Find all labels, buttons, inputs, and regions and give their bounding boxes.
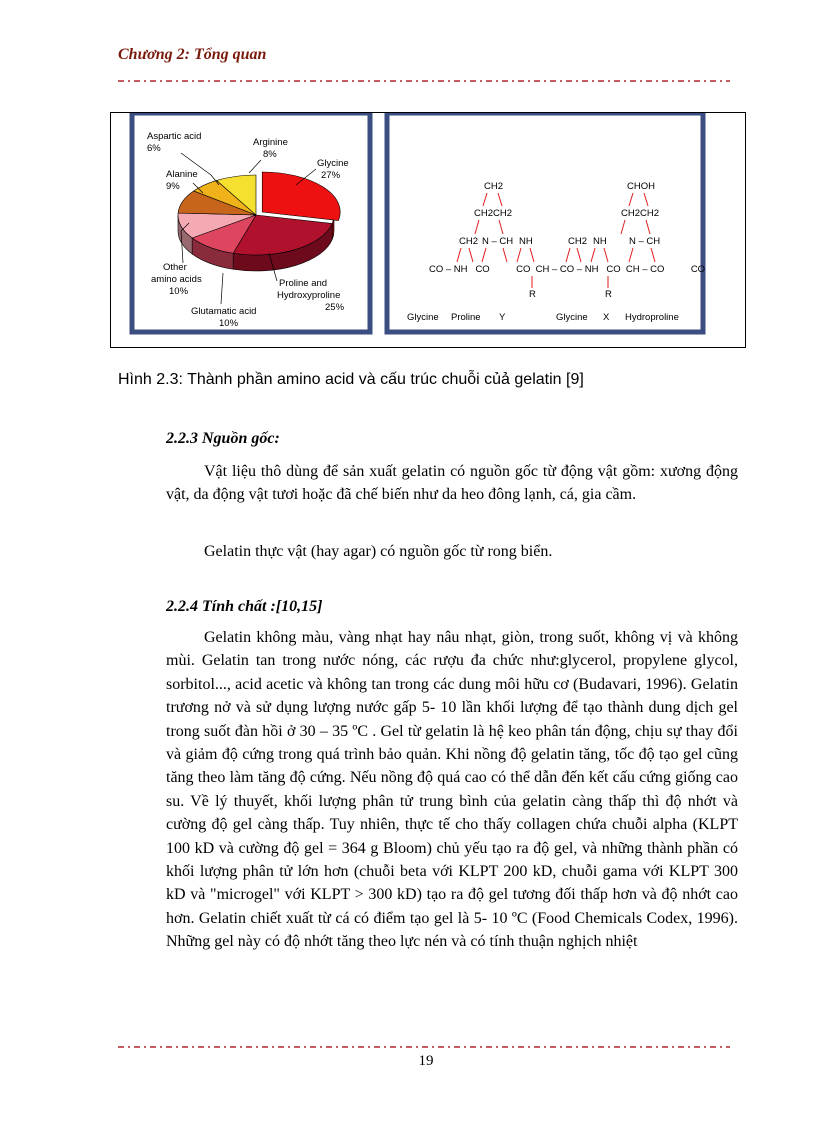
struct-backbone: CO – NH CO CO CH – CO – NH CO CH – CO CO (429, 264, 706, 275)
struct-label-hydroproline: Hydroproline (625, 312, 679, 323)
figure-caption: Hình 2.3: Thành phần amino acid và cấu trúc chuỗi củả gelatin [9] (118, 371, 584, 388)
section-2-2-3-para-2: Gelatin thực vật (hay agar) có nguồn gốc từ rong biển. (204, 543, 553, 560)
label-alanine: Alanine (166, 169, 198, 180)
value-aspartic: 6% (147, 143, 161, 154)
label-arginine: Arginine (253, 137, 288, 148)
struct-r-left: R (529, 289, 536, 300)
struct-ch2-top-left: CH2 (484, 181, 504, 192)
chapter-header: Chương 2: Tổng quan (118, 46, 267, 63)
section-2-2-4-heading: 2.2.4 Tính chất :[10,15] (166, 598, 323, 615)
struct-choh-top-right: CHOH (627, 181, 655, 192)
value-glutamatic: 10% (219, 318, 239, 329)
footer-divider (118, 1044, 730, 1050)
struct-label-glycine-1: Glycine (407, 312, 439, 323)
value-arginine: 8% (263, 149, 277, 160)
struct-ch2ch2-right: CH2CH2 (621, 208, 660, 219)
figure-svg (111, 113, 745, 347)
value-proline: 25% (325, 302, 345, 313)
section-2-2-4-para: Gelatin không màu, vàng nhạt hay nâu nhạt, giòn, trong suốt, không vị và không mùi. Gelatin tan trong nước nóng, các rượu đa chức như:glycerol, propylene glycol, sorbitol..., acid acetic và không tan trong các dung môi hữu cơ (Budavari, 1996). Gelatin trương nở và sử dụng lượng nước gấp 5- 10 lần khối lượng để tạo thành dung dịch gel trong suốt đàn hồi ở 30 – 35 ºC . Gel từ gelatin là hệ keo phân tán động, chịu sự thay đổi và giảm độ cứng trong quá trình bảo quản. Khi nồng độ gelatin tăng, tốc độ tạo gel cũng tăng theo làm tăng độ cứng. Nếu nồng độ quá cao có thể dẫn đến kết cấu cứng giống cao su. Về lý thuyết, khối lượng phân tử trung bình của gelatin càng thấp thì độ nhớt và cường độ gel càng thấp. Tuy nhiên, thực tế cho thấy collagen chứa chuỗi alpha (KLPT 100 kD và cường độ gel = 364 g Bloom) chủ yếu tạo ra độ gel, và những thành phần có khối lượng phân tử lớn hơn (chuỗi beta với KLPT 200 kD, chuỗi gama với KLPT 300 kD và "microgel" với KLPT > 300 kD) tạo ra độ gel tương đối thấp hơn và độ nhớt cao hơn. Gelatin chiết xuất từ cá có điểm tạo gel là 5- 10 ºC (Food Chemicals Codex, 1996). Những gel này có độ nhớt tăng theo lực nén và có tính thuận nghịch nhiệt (166, 629, 738, 951)
page-number: 19 (418, 1053, 434, 1069)
value-glycine: 27% (321, 170, 341, 181)
struct-ch2-a: CH2 (459, 236, 479, 247)
section-2-2-3-para-1: Vật liệu thô dùng để sản xuất gelatin có nguồn gốc từ động vật gồm: xương động vật, da động vật tươi hoặc đã chế biến như da heo đông lạnh, cá, gia cầm. (166, 463, 738, 504)
value-alanine: 9% (166, 181, 180, 192)
struct-nh-a: NH (519, 236, 533, 247)
struct-ch2-b: CH2 (568, 236, 588, 247)
section-2-2-3-heading: 2.2.3 Nguồn gốc: (166, 430, 280, 447)
struct-label-y: Y (499, 312, 506, 323)
label-other-2: amino acids (151, 274, 202, 285)
struct-label-x: X (603, 312, 610, 323)
pie-panel (132, 113, 370, 332)
label-aspartic: Aspartic acid (147, 131, 202, 142)
struct-ch2ch2-left: CH2CH2 (474, 208, 513, 219)
value-other: 10% (169, 286, 189, 297)
struct-nh-b: NH (593, 236, 607, 247)
figure-frame (110, 112, 746, 348)
struct-label-glycine-2: Glycine (556, 312, 588, 323)
label-other-1: Other (163, 262, 187, 273)
struct-r-right: R (605, 289, 612, 300)
header-divider (118, 78, 730, 84)
label-glycine: Glycine (317, 158, 349, 169)
structure-panel (387, 113, 705, 332)
struct-label-proline: Proline (451, 312, 481, 323)
struct-nch-b: N – CH (629, 236, 661, 247)
struct-nch-a: N – CH (482, 236, 514, 247)
label-proline-2: Hydroxyproline (277, 290, 341, 301)
label-glutamatic: Glutamatic acid (191, 306, 257, 317)
label-proline-1: Proline and (279, 278, 328, 289)
